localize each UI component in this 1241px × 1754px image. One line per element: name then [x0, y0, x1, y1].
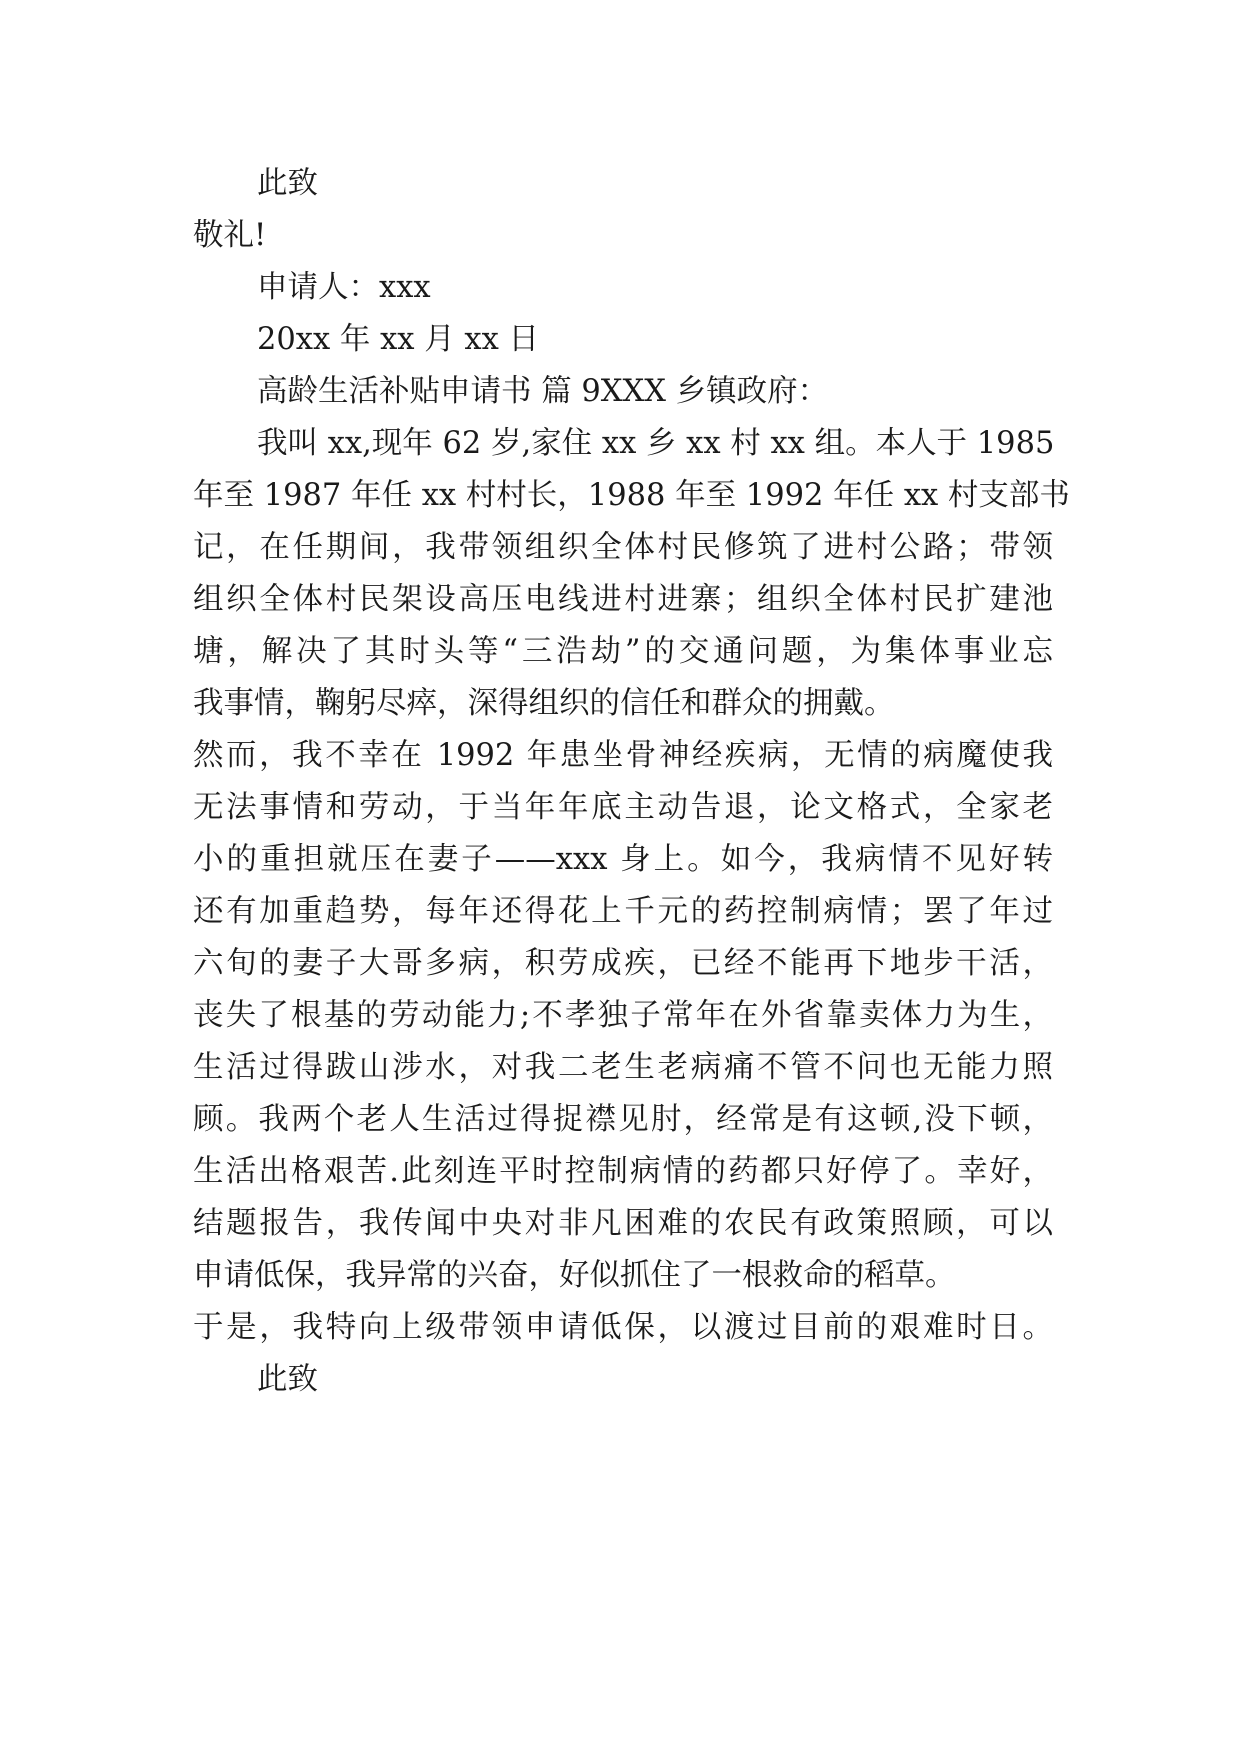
- body-line: 还有加重趋势，每年还得花上千元的药控制病情；罢了年过: [193, 894, 1053, 929]
- closing-salutation: 此致: [257, 1362, 318, 1397]
- body-line: 生活出格艰苦.此刻连平时控制病情的药都只好停了。幸好，: [193, 1154, 1053, 1189]
- body-line: 记，在任期间，我带领组织全体村民修筑了进村公路；带领: [193, 530, 1053, 565]
- body-line: 我事情，鞠躬尽瘁，深得组织的信任和群众的拥戴。: [193, 686, 895, 721]
- closing-salutation: 此致: [257, 166, 318, 201]
- body-line: 无法事情和劳动，于当年年底主动告退，论文格式，全家老: [193, 790, 1053, 825]
- body-line: 六旬的妻子大哥多病，积劳成疾，已经不能再下地步干活，: [193, 946, 1053, 981]
- body-line: 丧失了根基的劳动能力;不孝独子常年在外省靠卖体力为生，: [193, 998, 1053, 1033]
- section-heading: 高龄生活补贴申请书 篇 9XXX 乡镇政府：: [257, 374, 829, 409]
- body-line: 塘，解决了其时头等“三浩劫”的交通问题，为集体事业忘: [193, 634, 1053, 669]
- body-line: 结题报告，我传闻中央对非凡困难的农民有政策照顾，可以: [193, 1206, 1053, 1241]
- body-line: 申请低保，我异常的兴奋，好似抓住了一根救命的稻草。: [193, 1258, 956, 1293]
- body-line: 小的重担就压在妻子——xxx 身上。如今，我病情不见好转: [193, 842, 1053, 877]
- body-line: 然而，我不幸在 1992 年患坐骨神经疾病，无情的病魔使我: [193, 738, 1053, 773]
- body-line: 于是，我特向上级带领申请低保，以渡过目前的艰难时日。: [193, 1310, 1053, 1345]
- body-line: 组织全体村民架设高压电线进村进寨；组织全体村民扩建池: [193, 582, 1053, 617]
- body-line: 我叫 xx,现年 62 岁,家住 xx 乡 xx 村 xx 组。本人于 1985: [257, 426, 1055, 461]
- applicant-signature: 申请人：xxx: [257, 270, 431, 305]
- closing-regards: 敬礼!: [193, 218, 267, 253]
- application-date: 20xx 年 xx 月 xx 日: [257, 322, 539, 357]
- body-line: 生活过得跋山涉水，对我二老生老病痛不管不问也无能力照: [193, 1050, 1053, 1085]
- body-line: 顾。我两个老人生活过得捉襟见肘，经常是有这顿,没下顿，: [193, 1102, 1053, 1137]
- body-line: 年至 1987 年任 xx 村村长，1988 年至 1992 年任 xx 村支部书: [193, 478, 1070, 513]
